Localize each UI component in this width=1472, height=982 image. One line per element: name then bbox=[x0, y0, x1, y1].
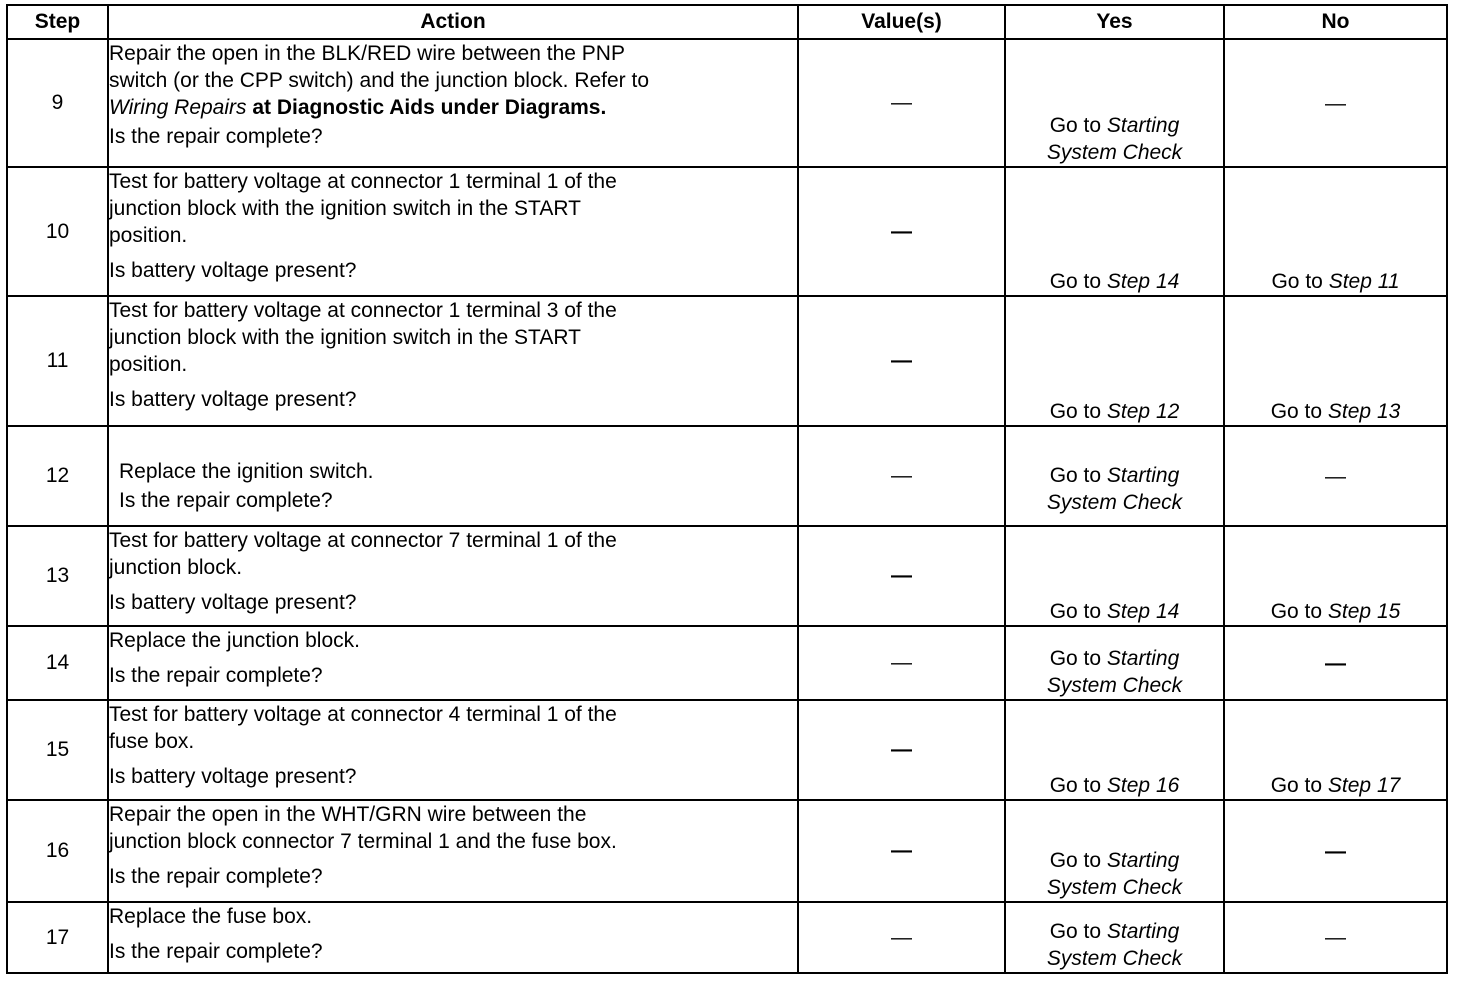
action-question: Is the repair complete? bbox=[109, 940, 323, 963]
yes-cell bbox=[1005, 526, 1224, 626]
header-values: Value(s) bbox=[798, 5, 1005, 39]
value-cell bbox=[798, 426, 1005, 526]
action-question: Is the repair complete? bbox=[119, 489, 333, 512]
table-row bbox=[7, 296, 1447, 426]
action-line: switch (or the CPP switch) and the junction block. Refer to bbox=[109, 69, 650, 92]
value-dash: — bbox=[891, 839, 912, 862]
table-header-row bbox=[7, 5, 1447, 39]
action-question: Is battery voltage present? bbox=[109, 591, 357, 614]
yes-prefix: Go to bbox=[1049, 464, 1102, 487]
no-prefix: Go to bbox=[1270, 600, 1323, 623]
no-cell bbox=[1224, 167, 1447, 296]
step-number: 15 bbox=[7, 700, 108, 800]
action-question: Is battery voltage present? bbox=[109, 259, 357, 282]
no-cell bbox=[1224, 526, 1447, 626]
action-cell bbox=[108, 39, 798, 167]
no-dash: — bbox=[1325, 926, 1346, 949]
no-dash: — bbox=[1325, 839, 1346, 863]
action-cell bbox=[108, 700, 798, 800]
yes-target-line1: Starting bbox=[1106, 464, 1180, 487]
yes-cell bbox=[1005, 902, 1224, 973]
header-yes: Yes bbox=[1005, 5, 1224, 39]
no-prefix: Go to bbox=[1270, 774, 1323, 797]
no-dash: — bbox=[1325, 464, 1346, 488]
value-cell bbox=[798, 526, 1005, 626]
action-cell bbox=[108, 426, 798, 526]
value-dash: — bbox=[891, 464, 912, 487]
yes-prefix: Go to bbox=[1049, 647, 1102, 670]
action-cell bbox=[108, 626, 798, 700]
table-row bbox=[7, 39, 1447, 167]
yes-target-line1: Starting bbox=[1106, 849, 1180, 872]
no-cell bbox=[1224, 296, 1447, 426]
value-dash: — bbox=[891, 91, 912, 114]
diagnostic-table-wrapper bbox=[6, 4, 1446, 974]
yes-target-line2: System Check bbox=[1046, 947, 1183, 970]
value-dash: — bbox=[891, 651, 912, 674]
action-cell bbox=[108, 800, 798, 902]
step-number: 11 bbox=[7, 296, 108, 426]
value-cell bbox=[798, 296, 1005, 426]
value-dash: — bbox=[891, 219, 912, 243]
yes-cell bbox=[1005, 426, 1224, 526]
action-line: position. bbox=[109, 224, 188, 247]
header-step: Step bbox=[7, 5, 108, 39]
table-row bbox=[7, 167, 1447, 296]
header-action: Action bbox=[108, 5, 798, 39]
action-cell bbox=[108, 296, 798, 426]
action-line: junction block with the ignition switch in the START bbox=[109, 326, 581, 349]
yes-prefix: Go to bbox=[1049, 600, 1102, 623]
value-cell bbox=[798, 39, 1005, 167]
table-row bbox=[7, 902, 1447, 973]
action-line: position. bbox=[109, 353, 188, 376]
step-number: 10 bbox=[7, 167, 108, 296]
step-number: 13 bbox=[7, 526, 108, 626]
no-cell bbox=[1224, 426, 1447, 526]
action-line: junction block with the ignition switch in the START bbox=[109, 197, 581, 220]
value-cell bbox=[798, 700, 1005, 800]
yes-prefix: Go to bbox=[1049, 400, 1102, 423]
yes-target: Step 14 bbox=[1106, 270, 1180, 293]
yes-target: Step 12 bbox=[1106, 400, 1180, 423]
action-line: junction block connector 7 terminal 1 and the fuse box. bbox=[109, 830, 617, 853]
yes-cell bbox=[1005, 800, 1224, 902]
value-cell bbox=[798, 902, 1005, 973]
step-number: 12 bbox=[7, 426, 108, 526]
action-line: Repair the open in the BLK/RED wire between the PNP bbox=[109, 42, 625, 65]
action-line: junction block. bbox=[109, 556, 243, 579]
yes-target-line2: System Check bbox=[1046, 674, 1183, 697]
step-number: 17 bbox=[7, 902, 108, 973]
no-dash: — bbox=[1325, 91, 1346, 115]
no-target: Step 17 bbox=[1327, 774, 1401, 797]
header-no: No bbox=[1224, 5, 1447, 39]
action-question: Is battery voltage present? bbox=[109, 765, 357, 788]
no-cell bbox=[1224, 39, 1447, 167]
yes-cell bbox=[1005, 700, 1224, 800]
action-line: Repair the open in the WHT/GRN wire between the bbox=[109, 803, 587, 826]
no-cell bbox=[1224, 800, 1447, 902]
no-cell bbox=[1224, 902, 1447, 973]
action-line: Test for battery voltage at connector 4 terminal 1 of the bbox=[109, 703, 617, 726]
value-dash: — bbox=[891, 738, 912, 761]
reference-location-text: at Diagnostic Aids under Diagrams. bbox=[246, 96, 607, 119]
action-question: Is battery voltage present? bbox=[109, 388, 357, 411]
yes-target-line1: Starting bbox=[1106, 114, 1180, 137]
yes-cell bbox=[1005, 167, 1224, 296]
no-dash: — bbox=[1325, 651, 1346, 675]
no-target: Step 11 bbox=[1328, 270, 1400, 293]
yes-prefix: Go to bbox=[1049, 774, 1102, 797]
no-prefix: Go to bbox=[1270, 400, 1323, 423]
action-cell bbox=[108, 167, 798, 296]
yes-target: Step 16 bbox=[1106, 774, 1180, 797]
yes-prefix: Go to bbox=[1049, 920, 1102, 943]
action-line: Replace the ignition switch. bbox=[119, 460, 374, 483]
action-question: Is the repair complete? bbox=[109, 865, 323, 888]
action-line: Test for battery voltage at connector 7 terminal 1 of the bbox=[109, 529, 617, 552]
yes-target-line2: System Check bbox=[1046, 491, 1183, 514]
action-cell bbox=[108, 526, 798, 626]
action-line: Test for battery voltage at connector 1 terminal 3 of the bbox=[109, 299, 617, 322]
action-question: Is the repair complete? bbox=[109, 664, 323, 687]
yes-target: Step 14 bbox=[1106, 600, 1180, 623]
yes-target-line2: System Check bbox=[1046, 876, 1183, 899]
no-target: Step 13 bbox=[1327, 400, 1401, 423]
yes-target-line1: Starting bbox=[1106, 647, 1180, 670]
value-dash: — bbox=[891, 349, 912, 372]
action-line: Replace the fuse box. bbox=[109, 905, 313, 928]
diagnostic-table bbox=[6, 4, 1448, 974]
yes-target-line1: Starting bbox=[1106, 920, 1180, 943]
table-row bbox=[7, 800, 1447, 902]
value-cell bbox=[798, 626, 1005, 700]
table-row bbox=[7, 700, 1447, 800]
table-row bbox=[7, 626, 1447, 700]
step-number: 9 bbox=[7, 39, 108, 167]
yes-prefix: Go to bbox=[1049, 114, 1102, 137]
table-row bbox=[7, 426, 1447, 526]
table-row bbox=[7, 526, 1447, 626]
no-target: Step 15 bbox=[1327, 600, 1401, 623]
action-line: Test for battery voltage at connector 1 terminal 1 of the bbox=[109, 170, 617, 193]
value-cell bbox=[798, 800, 1005, 902]
reference-link-text: Wiring Repairs bbox=[109, 96, 247, 119]
value-dash: — bbox=[891, 925, 912, 949]
value-cell bbox=[798, 167, 1005, 296]
no-cell bbox=[1224, 626, 1447, 700]
action-line bbox=[109, 94, 797, 121]
action-line: Replace the junction block. bbox=[109, 629, 360, 652]
yes-target-line2: System Check bbox=[1046, 141, 1183, 164]
action-question: Is the repair complete? bbox=[109, 125, 323, 148]
action-cell bbox=[108, 902, 798, 973]
yes-prefix: Go to bbox=[1049, 849, 1102, 872]
action-line: fuse box. bbox=[109, 730, 195, 753]
yes-cell bbox=[1005, 39, 1224, 167]
no-cell bbox=[1224, 700, 1447, 800]
value-dash: — bbox=[891, 564, 912, 587]
yes-prefix: Go to bbox=[1049, 270, 1102, 293]
no-prefix: Go to bbox=[1271, 270, 1323, 293]
step-number: 16 bbox=[7, 800, 108, 902]
step-number: 14 bbox=[7, 626, 108, 700]
yes-cell bbox=[1005, 296, 1224, 426]
yes-cell bbox=[1005, 626, 1224, 700]
